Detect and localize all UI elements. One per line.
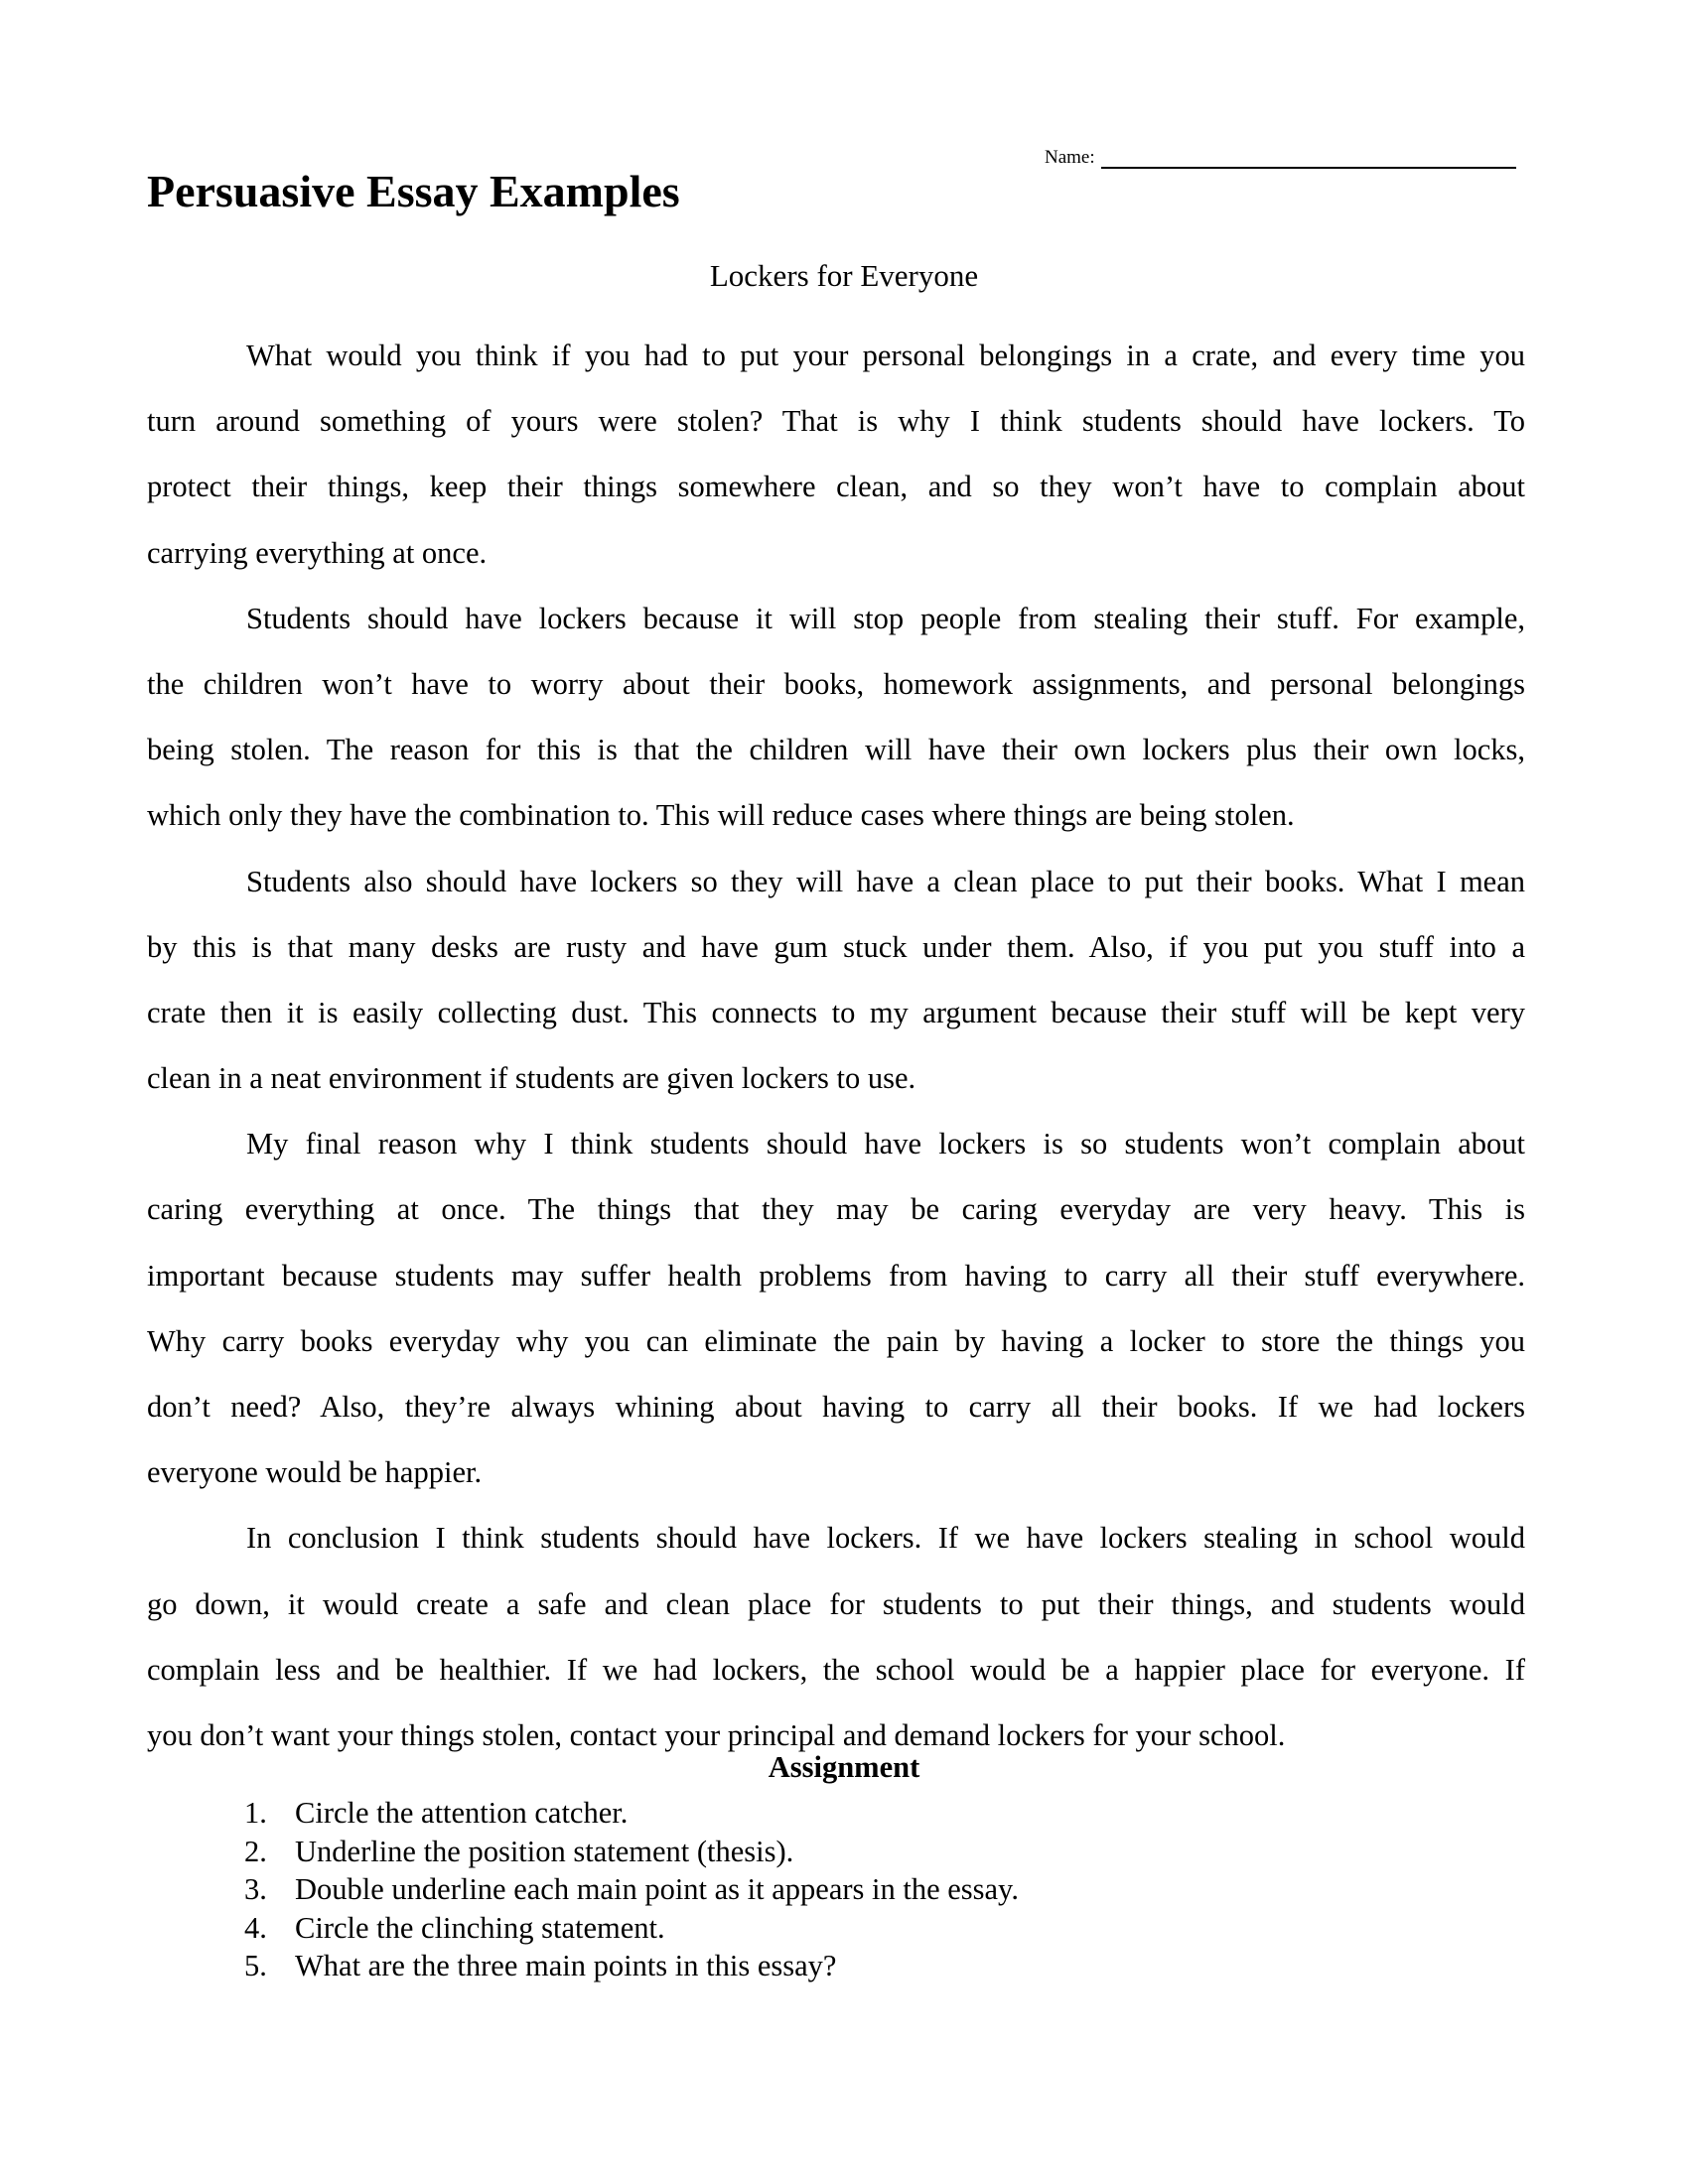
paragraph-4 bbox=[147, 1111, 1525, 1505]
essay-line: everyone would be happier. bbox=[147, 1455, 483, 1490]
item-number: 2. bbox=[244, 1834, 267, 1868]
essay-line: you don’t want your things stolen, contact your principal and demand lockers for your school. bbox=[147, 1717, 1286, 1752]
paragraph-3 bbox=[147, 849, 1525, 1112]
item-number: 5. bbox=[244, 1949, 267, 1982]
item-text: What are the three main points in this essay? bbox=[295, 1949, 837, 1982]
assignment-item bbox=[244, 1833, 1019, 1871]
item-text: Underline the position statement (thesis). bbox=[295, 1834, 794, 1868]
name-field-row bbox=[1045, 147, 1516, 169]
name-label: Name: bbox=[1045, 147, 1095, 168]
assignment-item bbox=[244, 1909, 1019, 1948]
item-text: Double underline each main point as it appears in the essay. bbox=[295, 1872, 1019, 1906]
item-text: Circle the clinching statement. bbox=[295, 1910, 665, 1945]
item-number: 3. bbox=[244, 1872, 267, 1906]
essay-line: complain less and be healthier. If we had lockers, the school would be a happier place for everyone. If bbox=[147, 1652, 1525, 1687]
paragraph-5 bbox=[147, 1505, 1525, 1768]
essay-body bbox=[147, 323, 1525, 1768]
assignment-item bbox=[244, 1947, 1019, 1985]
essay-line: What would you think if you had to put your personal belongings in a crate, and every time you bbox=[246, 339, 1525, 372]
assignment-heading: Assignment bbox=[768, 1750, 920, 1784]
item-number: 1. bbox=[244, 1796, 267, 1830]
paragraph-2 bbox=[147, 586, 1525, 849]
page-title: Persuasive Essay Examples bbox=[147, 166, 680, 216]
essay-line: Why carry books everyday why you can eliminate the pain by having a locker to store the things you bbox=[147, 1323, 1525, 1358]
essay-line: crate then it is easily collecting dust. This connects to my argument because their stuff will be kept very bbox=[147, 995, 1525, 1029]
essay-line: Students should have lockers because it will stop people from stealing their stuff. For example, bbox=[246, 601, 1525, 635]
paragraph-1 bbox=[147, 323, 1525, 586]
essay-line: go down, it would create a safe and clean place for students to put their things, and students would bbox=[147, 1586, 1525, 1621]
essay-line: don’t need? Also, they’re always whining about having to carry all their books. If we had lockers bbox=[147, 1390, 1525, 1424]
essay-line: which only they have the combination to. This will reduce cases where things are being stolen. bbox=[147, 798, 1295, 833]
essay-line: protect their things, keep their things somewhere clean, and so they won’t have to complain about bbox=[147, 470, 1525, 504]
essay-line: carrying everything at once. bbox=[147, 535, 488, 570]
essay-line: caring everything at once. The things that they may be caring everyday are very heavy. This is bbox=[147, 1192, 1525, 1227]
assignment-item bbox=[244, 1794, 1019, 1833]
essay-line: clean in a neat environment if students are given lockers to use. bbox=[147, 1061, 916, 1096]
essay-line: the children won’t have to worry about their books, homework assignments, and personal belongings bbox=[147, 666, 1525, 701]
essay-line: turn around something of yours were stolen? That is why I think students should have lockers. To bbox=[147, 404, 1525, 439]
essay-line: My final reason why I think students should have lockers is so students won’t complain about bbox=[246, 1127, 1525, 1161]
essay-line: Students also should have lockers so they will have a clean place to put their books. What I mean bbox=[246, 864, 1525, 898]
name-blank-line[interactable] bbox=[1101, 147, 1516, 169]
essay-line: In conclusion I think students should have lockers. If we have lockers stealing in school would bbox=[246, 1521, 1525, 1556]
essay-line: being stolen. The reason for this is that the children will have their own lockers plus their own locks, bbox=[147, 733, 1525, 767]
assignment-list bbox=[244, 1794, 1019, 1985]
essay-line: by this is that many desks are rusty and have gum stuck under them. Also, if you put you stuff into a bbox=[147, 929, 1525, 964]
item-text: Circle the attention catcher. bbox=[295, 1796, 629, 1830]
essay-line: important because students may suffer health problems from having to carry all their stuff everywhere. bbox=[147, 1258, 1525, 1293]
essay-title: Lockers for Everyone bbox=[709, 258, 979, 293]
item-number: 4. bbox=[244, 1910, 267, 1945]
assignment-item bbox=[244, 1870, 1019, 1909]
